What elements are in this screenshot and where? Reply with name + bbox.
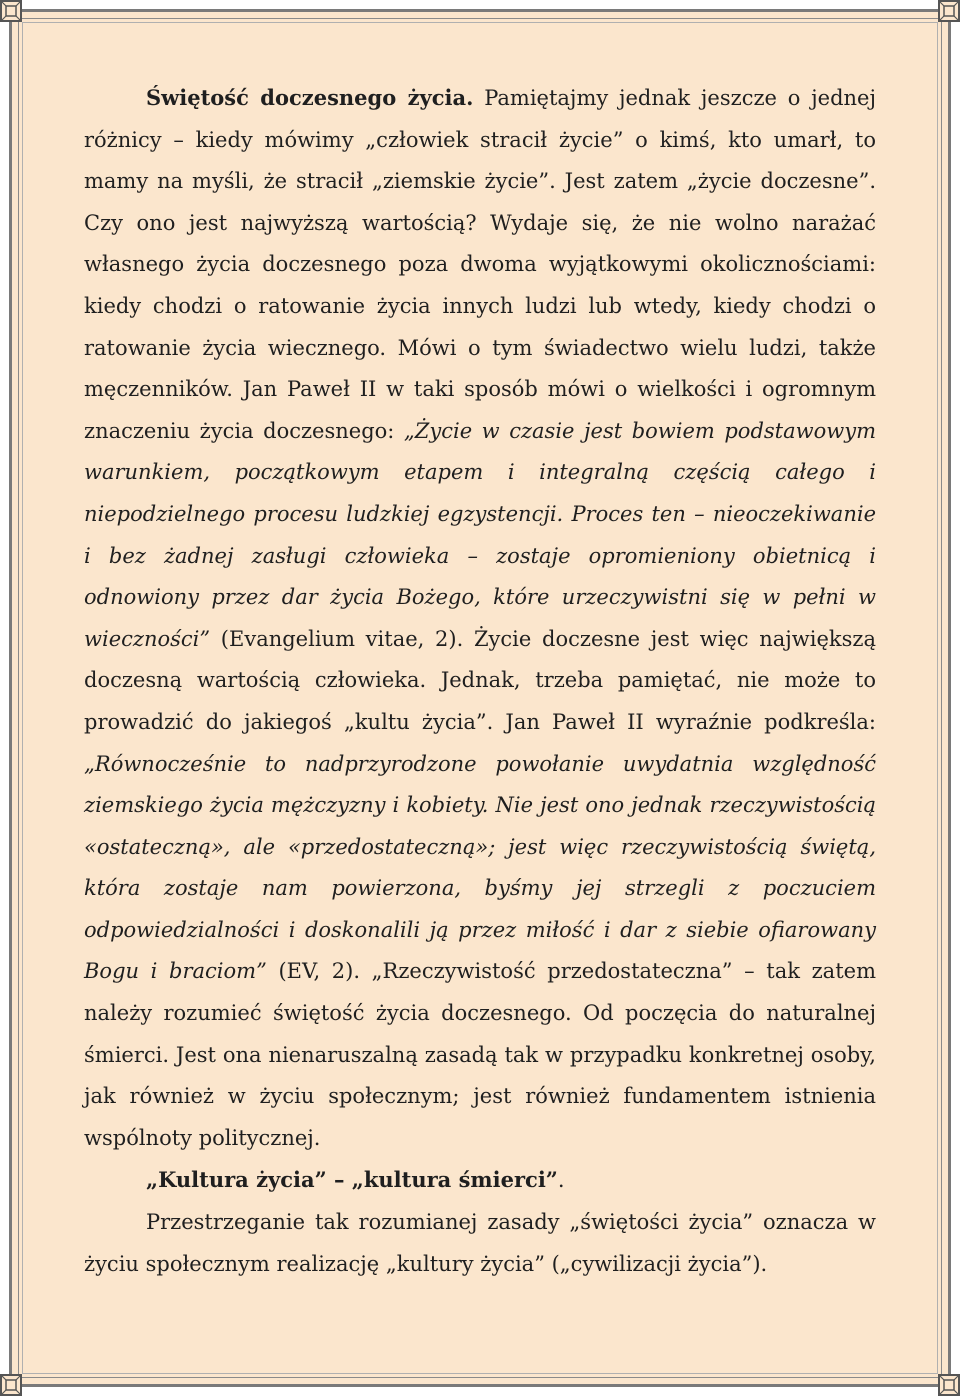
corner-ornament-icon bbox=[0, 0, 22, 22]
body-text: (EV, 2). „Rzeczywistość przedostateczna” – tak zatem należy rozumieć świętość życia doczesnego. Od poczęcia do naturalnej śmierci. Jest ona nienaruszalną zasadą tak w przypadku konkretnej osoby, jak również w życiu społecznym; jest również fundamentem istnienia wspólnoty politycznej. bbox=[84, 959, 876, 1150]
heading-suffix: . bbox=[557, 1168, 565, 1193]
body-text: Pamiętajmy jednak jeszcze o jednej różnicy – kiedy mówimy „człowiek stracił życie” o kimś, kto umarł, to mamy na myśli, że stracił „ziemskie życie”. Jest zatem „życie doczesne”. Czy ono jest najwyższą wartością? Wydaje się, że nie wolno narażać własnego życia doczesnego poza dwoma wyjątkowymi okolicznościami: kiedy chodzi o ratowanie życia innych ludzi lub wtedy, kiedy chodzi o ratowanie życia wiecznego. Mówi o tym świadectwo wielu ludzi, także męczenników. Jan Paweł II w taki sposób mówi o wielkości i ogromnym znaczeniu życia doczesnego: bbox=[84, 86, 876, 443]
document-body bbox=[84, 77, 876, 1285]
quote-evangelium-vitae: „Życie w czasie jest bowiem podstawowym warunkiem, początkowym etapem i integralną częścią całego i niepodzielnego procesu ludzkiej egzystencji. Proces ten – nieoczekiwanie i bez żadnej zasługi człowieka – zostaje opromieniony obietnicą i odnowiony przez dar życia Bożego, które urzeczywistni się w pełni w wieczności” bbox=[84, 418, 876, 651]
paragraph-sanctity-of-earthly-life bbox=[84, 77, 876, 1159]
corner-ornament-icon bbox=[938, 0, 960, 22]
paragraph-culture-heading bbox=[84, 1159, 876, 1202]
paragraph-culture-of-life bbox=[84, 1202, 876, 1285]
corner-ornament-icon bbox=[0, 1374, 22, 1396]
section-heading: Świętość doczesnego życia. bbox=[146, 85, 474, 110]
quote-evangelium-vitae: „Równocześnie to nadprzyrodzone powołanie uwydatnia względność ziemskiego życia mężczyzny i kobiety. Nie jest ono jednak rzeczywistością «ostateczną», ale «przedostateczną»; jest więc rzeczywistością świętą, która zostaje nam powierzona, byśmy jej strzegli z poczuciem odpowiedzialności i doskonalili ją przez miłość i dar z siebie ofiarowany Bogu i braciom” bbox=[84, 751, 876, 984]
section-heading: „Kultura życia” – „kultura śmierci” bbox=[146, 1167, 558, 1193]
body-text: Przestrzeganie tak rozumianej zasady „świętości życia” oznacza w życiu społecznym realizację „kultury życia” („cywilizacji życia”). bbox=[84, 1210, 876, 1276]
body-text: (Evangelium vitae, 2). Życie doczesne jest więc największą doczesną wartością człowieka. Jednak, trzeba pamiętać, nie może to prowadzić do jakiegoś „kultu życia”. Jan Paweł II wyraźnie podkreśla: bbox=[84, 626, 876, 734]
corner-ornament-icon bbox=[938, 1374, 960, 1396]
